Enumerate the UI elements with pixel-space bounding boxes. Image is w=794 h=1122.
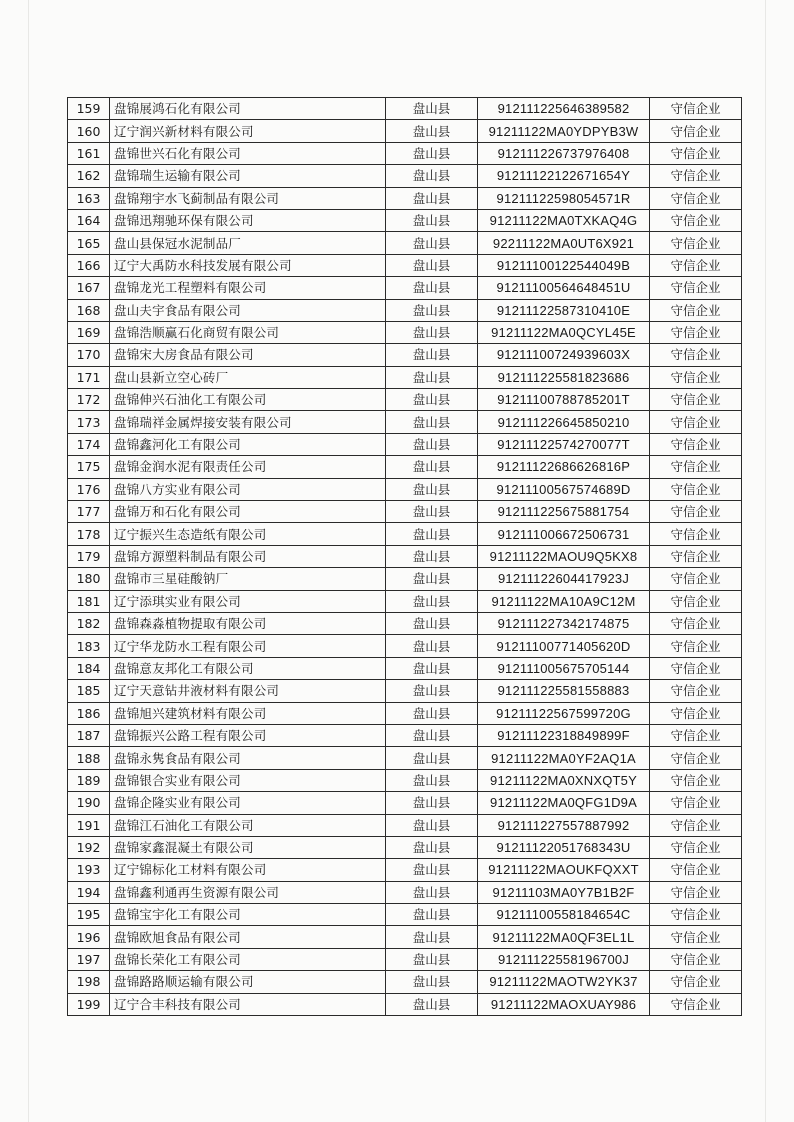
company-name: 盘锦振兴公路工程有限公司 <box>110 724 386 746</box>
county-name: 盘山县 <box>386 792 478 814</box>
row-number: 171 <box>68 366 110 388</box>
county-name: 盘山县 <box>386 98 478 120</box>
table-row <box>68 209 742 231</box>
company-name: 辽宁合丰科技有限公司 <box>110 993 386 1015</box>
credit-status: 守信企业 <box>650 612 742 634</box>
credit-status: 守信企业 <box>650 836 742 858</box>
credit-code: 92211122MA0UT6X921 <box>478 232 650 254</box>
county-name: 盘山县 <box>386 724 478 746</box>
credit-status: 守信企业 <box>650 277 742 299</box>
table-row <box>68 299 742 321</box>
county-name: 盘山县 <box>386 389 478 411</box>
credit-status: 守信企业 <box>650 724 742 746</box>
credit-code: 91211122MA0QCYL45E <box>478 321 650 343</box>
credit-code: 91211122574270077T <box>478 433 650 455</box>
row-number: 179 <box>68 545 110 567</box>
county-name: 盘山县 <box>386 859 478 881</box>
row-number: 177 <box>68 501 110 523</box>
table-row <box>68 478 742 500</box>
page-edge-right <box>765 0 766 1122</box>
credit-code: 91211100122544049B <box>478 254 650 276</box>
table-row <box>68 747 742 769</box>
credit-status: 守信企业 <box>650 142 742 164</box>
row-number: 162 <box>68 165 110 187</box>
credit-status: 守信企业 <box>650 501 742 523</box>
county-name: 盘山县 <box>386 411 478 433</box>
company-name: 盘锦浩顺赢石化商贸有限公司 <box>110 321 386 343</box>
row-number: 196 <box>68 926 110 948</box>
company-name: 盘锦展鸿石化有限公司 <box>110 98 386 120</box>
row-number: 178 <box>68 523 110 545</box>
company-name: 盘锦鑫利通再生资源有限公司 <box>110 881 386 903</box>
credit-code: 912111225675881754 <box>478 501 650 523</box>
row-number: 168 <box>68 299 110 321</box>
row-number: 197 <box>68 948 110 970</box>
row-number: 188 <box>68 747 110 769</box>
table-row <box>68 859 742 881</box>
table-row <box>68 232 742 254</box>
county-name: 盘山县 <box>386 904 478 926</box>
company-name: 盘锦翔宇水飞蓟制品有限公司 <box>110 187 386 209</box>
credit-status: 守信企业 <box>650 165 742 187</box>
credit-code: 91211122MAOXUAY986 <box>478 993 650 1015</box>
company-name: 盘锦森淼植物提取有限公司 <box>110 612 386 634</box>
county-name: 盘山县 <box>386 769 478 791</box>
credit-status: 守信企业 <box>650 366 742 388</box>
county-name: 盘山县 <box>386 232 478 254</box>
credit-status: 守信企业 <box>650 881 742 903</box>
county-name: 盘山县 <box>386 814 478 836</box>
row-number: 194 <box>68 881 110 903</box>
table-body <box>68 98 742 1016</box>
credit-status: 守信企业 <box>650 769 742 791</box>
row-number: 193 <box>68 859 110 881</box>
county-name: 盘山县 <box>386 635 478 657</box>
row-number: 187 <box>68 724 110 746</box>
table-row <box>68 635 742 657</box>
county-name: 盘山县 <box>386 366 478 388</box>
row-number: 181 <box>68 590 110 612</box>
table-row <box>68 814 742 836</box>
credit-status: 守信企业 <box>650 657 742 679</box>
table-row <box>68 568 742 590</box>
enterprise-table <box>67 97 742 1016</box>
credit-code: 91211122318849899F <box>478 724 650 746</box>
row-number: 185 <box>68 680 110 702</box>
credit-code: 91211122MA0QF3EL1L <box>478 926 650 948</box>
credit-code: 91211122MA0YF2AQ1A <box>478 747 650 769</box>
credit-status: 守信企业 <box>650 680 742 702</box>
row-number: 163 <box>68 187 110 209</box>
county-name: 盘山县 <box>386 456 478 478</box>
row-number: 182 <box>68 612 110 634</box>
credit-status: 守信企业 <box>650 523 742 545</box>
company-name: 盘锦方源塑料制品有限公司 <box>110 545 386 567</box>
credit-code: 91211122MA0QFG1D9A <box>478 792 650 814</box>
credit-code: 912111225581823686 <box>478 366 650 388</box>
table-row <box>68 926 742 948</box>
table-row <box>68 904 742 926</box>
credit-status: 守信企业 <box>650 478 742 500</box>
credit-status: 守信企业 <box>650 635 742 657</box>
row-number: 186 <box>68 702 110 724</box>
credit-status: 守信企业 <box>650 926 742 948</box>
credit-status: 守信企业 <box>650 993 742 1015</box>
county-name: 盘山县 <box>386 948 478 970</box>
credit-code: 91211103MA0Y7B1B2F <box>478 881 650 903</box>
company-name: 辽宁天意钻井液材料有限公司 <box>110 680 386 702</box>
table-row <box>68 724 742 746</box>
credit-code: 912111227557887992 <box>478 814 650 836</box>
row-number: 172 <box>68 389 110 411</box>
credit-code: 912111226737976408 <box>478 142 650 164</box>
table-row <box>68 187 742 209</box>
table-row <box>68 411 742 433</box>
credit-status: 守信企业 <box>650 433 742 455</box>
company-name: 盘锦迅翔驰环保有限公司 <box>110 209 386 231</box>
row-number: 199 <box>68 993 110 1015</box>
table-row <box>68 344 742 366</box>
credit-code: 91211100567574689D <box>478 478 650 500</box>
credit-code: 91211122558196700J <box>478 948 650 970</box>
county-name: 盘山县 <box>386 747 478 769</box>
table-row <box>68 501 742 523</box>
page-edge-left <box>28 0 29 1122</box>
credit-code: 91211122MA0XNXQT5Y <box>478 769 650 791</box>
company-name: 辽宁华龙防水工程有限公司 <box>110 635 386 657</box>
credit-status: 守信企业 <box>650 747 742 769</box>
credit-status: 守信企业 <box>650 411 742 433</box>
table-row <box>68 456 742 478</box>
table-row <box>68 120 742 142</box>
county-name: 盘山县 <box>386 120 478 142</box>
county-name: 盘山县 <box>386 836 478 858</box>
credit-code: 912111227342174875 <box>478 612 650 634</box>
row-number: 192 <box>68 836 110 858</box>
table-row <box>68 433 742 455</box>
company-name: 辽宁锦标化工材料有限公司 <box>110 859 386 881</box>
table-row <box>68 590 742 612</box>
table-row <box>68 881 742 903</box>
table-row <box>68 702 742 724</box>
company-name: 盘锦宝宇化工有限公司 <box>110 904 386 926</box>
credit-status: 守信企业 <box>650 120 742 142</box>
county-name: 盘山县 <box>386 657 478 679</box>
credit-code: 91211122051768343U <box>478 836 650 858</box>
credit-status: 守信企业 <box>650 971 742 993</box>
county-name: 盘山县 <box>386 321 478 343</box>
county-name: 盘山县 <box>386 299 478 321</box>
credit-code: 91211122122671654Y <box>478 165 650 187</box>
credit-code: 912111225581558883 <box>478 680 650 702</box>
row-number: 189 <box>68 769 110 791</box>
company-name: 盘锦长荣化工有限公司 <box>110 948 386 970</box>
company-name: 盘锦世兴石化有限公司 <box>110 142 386 164</box>
credit-status: 守信企业 <box>650 904 742 926</box>
company-name: 盘锦江石油化工有限公司 <box>110 814 386 836</box>
row-number: 175 <box>68 456 110 478</box>
credit-status: 守信企业 <box>650 389 742 411</box>
credit-code: 91211122MA0TXKAQ4G <box>478 209 650 231</box>
table-row <box>68 993 742 1015</box>
company-name: 盘锦家鑫混凝土有限公司 <box>110 836 386 858</box>
credit-status: 守信企业 <box>650 545 742 567</box>
company-name: 盘锦鑫河化工有限公司 <box>110 433 386 455</box>
row-number: 166 <box>68 254 110 276</box>
county-name: 盘山县 <box>386 926 478 948</box>
county-name: 盘山县 <box>386 478 478 500</box>
company-name: 盘锦宋大房食品有限公司 <box>110 344 386 366</box>
table-row <box>68 523 742 545</box>
credit-status: 守信企业 <box>650 98 742 120</box>
county-name: 盘山县 <box>386 433 478 455</box>
company-name: 辽宁大禹防水科技发展有限公司 <box>110 254 386 276</box>
row-number: 176 <box>68 478 110 500</box>
table-row <box>68 321 742 343</box>
table-row <box>68 680 742 702</box>
row-number: 159 <box>68 98 110 120</box>
company-name: 盘锦瑞生运输有限公司 <box>110 165 386 187</box>
credit-code: 91211122567599720G <box>478 702 650 724</box>
credit-status: 守信企业 <box>650 859 742 881</box>
credit-status: 守信企业 <box>650 702 742 724</box>
credit-code: 91211100564648451U <box>478 277 650 299</box>
credit-code: 91211122686626816P <box>478 456 650 478</box>
credit-status: 守信企业 <box>650 948 742 970</box>
credit-status: 守信企业 <box>650 187 742 209</box>
row-number: 170 <box>68 344 110 366</box>
company-name: 盘锦旭兴建筑材料有限公司 <box>110 702 386 724</box>
row-number: 174 <box>68 433 110 455</box>
credit-status: 守信企业 <box>650 590 742 612</box>
credit-code: 91211122MAOUKFQXXT <box>478 859 650 881</box>
table-row <box>68 277 742 299</box>
county-name: 盘山县 <box>386 568 478 590</box>
table-row <box>68 657 742 679</box>
table-row <box>68 389 742 411</box>
company-name: 盘山夫宇食品有限公司 <box>110 299 386 321</box>
table-row <box>68 98 742 120</box>
credit-status: 守信企业 <box>650 254 742 276</box>
county-name: 盘山县 <box>386 165 478 187</box>
company-name: 盘锦市三星硅酸钠厂 <box>110 568 386 590</box>
company-name: 盘锦八方实业有限公司 <box>110 478 386 500</box>
credit-code: 91211122587310410E <box>478 299 650 321</box>
company-name: 盘锦银合实业有限公司 <box>110 769 386 791</box>
credit-code: 91211100771405620D <box>478 635 650 657</box>
company-name: 盘锦路路顺运输有限公司 <box>110 971 386 993</box>
county-name: 盘山县 <box>386 993 478 1015</box>
table-row <box>68 948 742 970</box>
credit-status: 守信企业 <box>650 814 742 836</box>
table-row <box>68 366 742 388</box>
table-row <box>68 971 742 993</box>
county-name: 盘山县 <box>386 523 478 545</box>
credit-status: 守信企业 <box>650 456 742 478</box>
table-row <box>68 165 742 187</box>
company-name: 盘锦金润水泥有限责任公司 <box>110 456 386 478</box>
company-name: 盘锦企隆实业有限公司 <box>110 792 386 814</box>
company-name: 辽宁振兴生态造纸有限公司 <box>110 523 386 545</box>
row-number: 160 <box>68 120 110 142</box>
company-name: 辽宁添琪实业有限公司 <box>110 590 386 612</box>
county-name: 盘山县 <box>386 277 478 299</box>
county-name: 盘山县 <box>386 344 478 366</box>
table-row <box>68 836 742 858</box>
company-name: 盘锦瑞祥金属焊接安装有限公司 <box>110 411 386 433</box>
county-name: 盘山县 <box>386 209 478 231</box>
county-name: 盘山县 <box>386 590 478 612</box>
credit-status: 守信企业 <box>650 792 742 814</box>
row-number: 180 <box>68 568 110 590</box>
county-name: 盘山县 <box>386 881 478 903</box>
county-name: 盘山县 <box>386 971 478 993</box>
credit-code: 912111226645850210 <box>478 411 650 433</box>
row-number: 167 <box>68 277 110 299</box>
credit-code: 91211122MAOU9Q5KX8 <box>478 545 650 567</box>
credit-status: 守信企业 <box>650 344 742 366</box>
company-name: 盘山县保冠水泥制品厂 <box>110 232 386 254</box>
row-number: 169 <box>68 321 110 343</box>
row-number: 173 <box>68 411 110 433</box>
credit-code: 912111225646389582 <box>478 98 650 120</box>
company-name: 盘山县新立空心砖厂 <box>110 366 386 388</box>
table-row <box>68 142 742 164</box>
row-number: 164 <box>68 209 110 231</box>
row-number: 165 <box>68 232 110 254</box>
credit-code: 91211122MA10A9C12M <box>478 590 650 612</box>
credit-status: 守信企业 <box>650 321 742 343</box>
row-number: 191 <box>68 814 110 836</box>
table-row <box>68 792 742 814</box>
company-name: 盘锦龙光工程塑料有限公司 <box>110 277 386 299</box>
row-number: 198 <box>68 971 110 993</box>
row-number: 184 <box>68 657 110 679</box>
credit-code: 91211122MAOTW2YK37 <box>478 971 650 993</box>
credit-code: 91211100558184654C <box>478 904 650 926</box>
row-number: 190 <box>68 792 110 814</box>
credit-status: 守信企业 <box>650 568 742 590</box>
credit-code: 91211100724939603X <box>478 344 650 366</box>
credit-code: 91211100788785201T <box>478 389 650 411</box>
credit-code: 91211122604417923J <box>478 568 650 590</box>
table-row <box>68 612 742 634</box>
company-name: 盘锦意友邦化工有限公司 <box>110 657 386 679</box>
credit-status: 守信企业 <box>650 209 742 231</box>
county-name: 盘山县 <box>386 187 478 209</box>
credit-code: 912111006672506731 <box>478 523 650 545</box>
table-row <box>68 769 742 791</box>
county-name: 盘山县 <box>386 702 478 724</box>
credit-code: 91211122MA0YDPYB3W <box>478 120 650 142</box>
county-name: 盘山县 <box>386 501 478 523</box>
credit-status: 守信企业 <box>650 299 742 321</box>
county-name: 盘山县 <box>386 142 478 164</box>
credit-code: 91211122598054571R <box>478 187 650 209</box>
county-name: 盘山县 <box>386 612 478 634</box>
company-name: 辽宁润兴新材料有限公司 <box>110 120 386 142</box>
credit-code: 912111005675705144 <box>478 657 650 679</box>
company-name: 盘锦万和石化有限公司 <box>110 501 386 523</box>
county-name: 盘山县 <box>386 680 478 702</box>
row-number: 195 <box>68 904 110 926</box>
county-name: 盘山县 <box>386 254 478 276</box>
row-number: 183 <box>68 635 110 657</box>
credit-status: 守信企业 <box>650 232 742 254</box>
company-name: 盘锦欧旭食品有限公司 <box>110 926 386 948</box>
table-row <box>68 545 742 567</box>
company-name: 盘锦永隽食品有限公司 <box>110 747 386 769</box>
county-name: 盘山县 <box>386 545 478 567</box>
table-row <box>68 254 742 276</box>
company-name: 盘锦伸兴石油化工有限公司 <box>110 389 386 411</box>
row-number: 161 <box>68 142 110 164</box>
